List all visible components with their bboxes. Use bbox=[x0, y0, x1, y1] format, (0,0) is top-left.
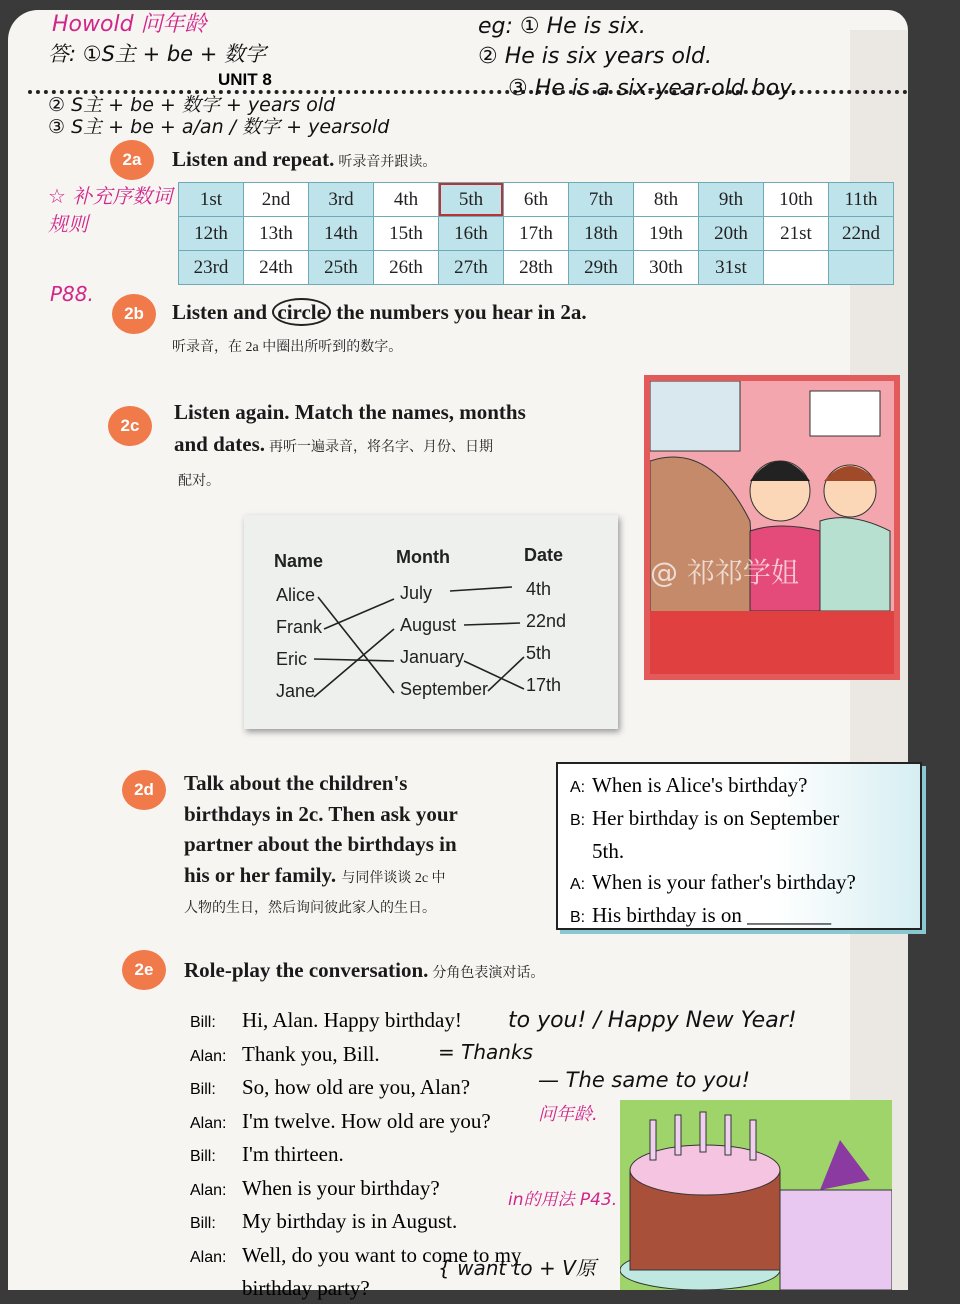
conversation-line bbox=[190, 1005, 521, 1039]
match-line bbox=[314, 629, 394, 697]
unit-label: UNIT 8 bbox=[218, 70, 272, 89]
conversation-line bbox=[190, 1173, 521, 1207]
header-date: Date bbox=[524, 545, 564, 565]
ordinal-cell: 31st bbox=[699, 251, 764, 285]
ordinal-cell: 21st bbox=[764, 217, 829, 251]
dialog-line bbox=[570, 836, 908, 867]
title-cn: 再听一遍录音，将名字、月份、日期 bbox=[269, 440, 494, 455]
conversation-line bbox=[190, 1206, 521, 1240]
dialog-line bbox=[570, 803, 908, 836]
speaker: Bill: bbox=[190, 1215, 216, 1232]
ordinal-cell: 9th bbox=[699, 183, 764, 217]
ordinal-cell: 3rd bbox=[309, 183, 374, 217]
watermark: @ 祁祁学姐 bbox=[650, 556, 799, 589]
ordinal-cell: 15th bbox=[374, 217, 439, 251]
dialog-text: When is Alice's birthday? bbox=[592, 773, 808, 797]
cn-text: 人物的生日，然后询问彼此家人的生日。 bbox=[184, 901, 436, 916]
dialog-text: 5th. bbox=[592, 839, 625, 863]
match-line bbox=[324, 599, 394, 629]
table-row bbox=[179, 217, 894, 251]
speaker: Bill: bbox=[190, 1081, 216, 1098]
date-item: 5th bbox=[526, 643, 552, 663]
name-item: Alice bbox=[276, 585, 316, 605]
badge-2b: 2b bbox=[112, 294, 156, 334]
children-illustration bbox=[644, 375, 900, 680]
line-text: My birthday is in August. bbox=[242, 1209, 458, 1233]
line-text: Hi, Alan. Happy birthday! bbox=[242, 1008, 462, 1032]
ordinal-cell: 25th bbox=[309, 251, 374, 285]
ordinal-cell: 18th bbox=[569, 217, 634, 251]
speaker: B: bbox=[570, 812, 586, 829]
date-item: 17th bbox=[526, 675, 562, 695]
ordinal-cell: 24th bbox=[244, 251, 309, 285]
ordinal-cell: 4th bbox=[374, 183, 439, 217]
title-cn: 分角色表演对话。 bbox=[432, 966, 545, 981]
section-2b-title bbox=[172, 300, 587, 325]
ordinal-cell: 16th bbox=[439, 217, 504, 251]
date-item: 4th bbox=[526, 579, 552, 599]
month-item: August bbox=[400, 615, 457, 635]
badge-2d: 2d bbox=[122, 770, 166, 810]
section-2a-title bbox=[172, 146, 436, 176]
speaker: Bill: bbox=[190, 1014, 216, 1031]
line-text: When is your birthday? bbox=[242, 1175, 440, 1200]
section-2e-title bbox=[184, 958, 544, 983]
ordinal-cell: 22nd bbox=[829, 217, 894, 251]
note-eg-2: ② He is six years old. bbox=[478, 44, 713, 69]
speaker: Bill: bbox=[190, 1148, 216, 1165]
ordinal-cell: 30th bbox=[634, 251, 699, 285]
note-thanks: = Thanks bbox=[438, 1040, 533, 1064]
note-to-you: to you! / Happy New Year! bbox=[508, 1008, 797, 1033]
title-cn: 听录音并跟读。 bbox=[338, 155, 437, 170]
dialog-text: His birthday is on ________ bbox=[592, 903, 832, 927]
note-answer-1: 答: ①S主 + be + 数字 bbox=[48, 42, 267, 66]
note-in-usage: in的用法 P43. bbox=[508, 1190, 618, 1210]
speaker: A: bbox=[570, 876, 586, 893]
table-row bbox=[179, 183, 894, 217]
conversation-line bbox=[190, 1106, 521, 1140]
ordinal-cell: 26th bbox=[374, 251, 439, 285]
dialog-text: Her birthday is on September bbox=[592, 806, 840, 830]
name-item: Jane bbox=[276, 681, 316, 701]
speaker: Alan: bbox=[190, 1114, 227, 1132]
ordinal-cell: 13th bbox=[244, 217, 309, 251]
section-2c-title-1: Listen again. Match the names, months bbox=[174, 400, 526, 424]
ordinal-cell: 1st bbox=[179, 183, 244, 217]
cn-text: 与同伴谈谈 2c 中 bbox=[341, 870, 446, 886]
dialog-line bbox=[570, 900, 908, 933]
ordinal-cell: 5th bbox=[439, 183, 504, 217]
text-line: birthdays in 2c. Then ask your bbox=[184, 801, 458, 826]
illustration-art bbox=[650, 381, 894, 674]
note-eg-1: eg: ① He is six. bbox=[478, 14, 646, 39]
text-line: Talk about the children's bbox=[184, 771, 408, 795]
note-how-old: Howold 问年龄 bbox=[52, 12, 207, 37]
cake-art bbox=[620, 1100, 892, 1290]
ordinal-cell: 28th bbox=[504, 251, 569, 285]
ordinal-cell: 23rd bbox=[179, 251, 244, 285]
badge-2c: 2c bbox=[108, 406, 152, 446]
match-line bbox=[450, 587, 512, 591]
header-month: Month bbox=[396, 547, 450, 567]
badge-2a: 2a bbox=[110, 140, 154, 180]
ordinal-cell: 14th bbox=[309, 217, 374, 251]
text-line: partner about the birthdays in bbox=[184, 832, 457, 856]
note-answer-2: ② S主 + be + 数字 + years old bbox=[48, 94, 336, 116]
badge-2e: 2e bbox=[122, 950, 166, 990]
section-2c-cn: 配对。 bbox=[178, 474, 220, 489]
line-text: Thank you, Bill. bbox=[242, 1041, 380, 1066]
sample-dialog-box bbox=[556, 762, 922, 930]
text-line: his or her family. bbox=[184, 862, 337, 887]
birthday-cake-illustration bbox=[620, 1100, 892, 1290]
ordinal-cell: 12th bbox=[179, 217, 244, 251]
header-name: Name bbox=[274, 551, 324, 571]
speaker: B: bbox=[570, 909, 586, 926]
speaker: Alan: bbox=[190, 1248, 227, 1266]
title-a: Listen and bbox=[172, 300, 268, 324]
dialog-line bbox=[570, 770, 908, 803]
ordinal-table bbox=[178, 182, 894, 285]
ordinal-cell: 20th bbox=[699, 217, 764, 251]
title-text: and dates. bbox=[174, 432, 266, 456]
month-item: January bbox=[400, 647, 465, 667]
date-item: 22nd bbox=[526, 611, 567, 631]
line-text: I'm twelve. How old are you? bbox=[242, 1108, 491, 1133]
line-text: So, how old are you, Alan? bbox=[242, 1075, 471, 1099]
note-ordinal-rule: ☆ 补充序数词 规则 bbox=[48, 184, 173, 236]
matching-box bbox=[244, 515, 618, 729]
note-want-to: { want to + V原 bbox=[438, 1256, 596, 1280]
month-item: September bbox=[400, 679, 489, 699]
name-item: Frank bbox=[276, 617, 323, 637]
line-text: birthday party? bbox=[242, 1276, 370, 1300]
ordinal-cell: 29th bbox=[569, 251, 634, 285]
table-row bbox=[179, 251, 894, 285]
match-lines bbox=[244, 515, 618, 729]
name-item: Eric bbox=[276, 649, 307, 669]
circled-word: circle bbox=[272, 298, 331, 326]
section-2b-cn: 听录音，在 2a 中圈出所听到的数字。 bbox=[172, 340, 403, 355]
conversation-line bbox=[190, 1139, 521, 1173]
ordinal-cell: 17th bbox=[504, 217, 569, 251]
ordinal-cell: 11th bbox=[829, 183, 894, 217]
ordinal-cell: 7th bbox=[569, 183, 634, 217]
section-2c-title-2 bbox=[174, 432, 493, 457]
note-answer-3: ③ S主 + be + a/an / 数字 + yearsold bbox=[48, 116, 390, 138]
line-text: I'm thirteen. bbox=[242, 1142, 344, 1166]
dialog-text: When is your father's birthday? bbox=[592, 870, 856, 894]
ordinal-cell bbox=[764, 251, 829, 285]
line-text: Well, do you want to come to my bbox=[242, 1242, 522, 1267]
note-eg-3: ③ He is a six-year-old boy. bbox=[508, 76, 798, 101]
ordinal-cell: 27th bbox=[439, 251, 504, 285]
ordinal-cell: 6th bbox=[504, 183, 569, 217]
match-line bbox=[318, 597, 394, 693]
title-text: Role-play the conversation. bbox=[184, 958, 429, 982]
speaker: Alan: bbox=[190, 1047, 227, 1065]
month-item: July bbox=[400, 583, 433, 603]
title-b: the numbers you hear in 2a. bbox=[336, 300, 587, 324]
dialog-line bbox=[570, 867, 908, 900]
title-text: Listen and repeat. bbox=[172, 147, 335, 171]
speaker: Alan: bbox=[190, 1181, 227, 1199]
note-same-to-you: — The same to you! bbox=[538, 1068, 751, 1092]
ordinal-cell: 19th bbox=[634, 217, 699, 251]
ordinal-cell: 10th bbox=[764, 183, 829, 217]
ordinal-cell: 8th bbox=[634, 183, 699, 217]
conversation-line bbox=[190, 1072, 521, 1106]
note-page-ref: P88. bbox=[50, 282, 94, 306]
match-line bbox=[464, 623, 520, 625]
textbook-page bbox=[8, 10, 908, 1300]
speaker: A: bbox=[570, 779, 586, 796]
ordinal-cell: 2nd bbox=[244, 183, 309, 217]
section-2d-text bbox=[184, 768, 458, 925]
ordinal-cell bbox=[829, 251, 894, 285]
match-line bbox=[314, 659, 394, 661]
note-ask-age: 问年龄. bbox=[538, 1104, 598, 1125]
